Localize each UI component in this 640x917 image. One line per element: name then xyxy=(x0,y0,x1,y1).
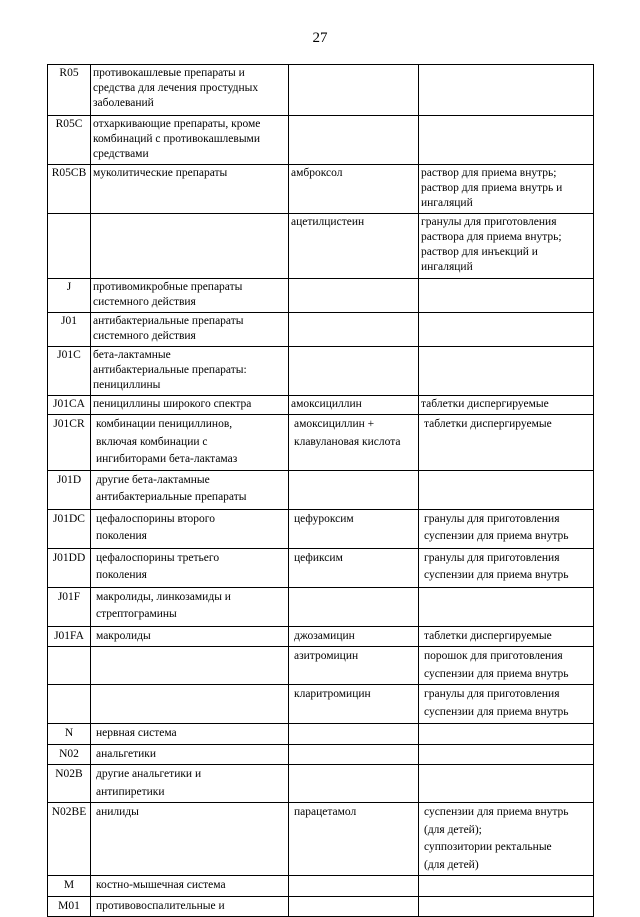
pharmacological-group-cell: анальгетики xyxy=(91,744,289,765)
table-row xyxy=(48,896,594,917)
pharmacological-group-cell: муколитические препараты xyxy=(91,165,289,214)
medication-table xyxy=(47,64,594,917)
atc-code-cell: J xyxy=(48,279,91,313)
pharmacological-group-cell: макролиды, линкозамиды и стрептограмины xyxy=(91,587,289,626)
table-row xyxy=(48,214,594,279)
drug-name-cell: амоксициллин xyxy=(289,396,419,415)
pharmacological-group-cell: анилиды xyxy=(91,803,289,876)
table-row xyxy=(48,509,594,548)
table-row xyxy=(48,685,594,724)
drug-name-cell: джозамицин xyxy=(289,626,419,647)
atc-code-cell: R05CB xyxy=(48,165,91,214)
table-row xyxy=(48,803,594,876)
atc-code-cell: N xyxy=(48,724,91,745)
table-row xyxy=(48,279,594,313)
table-row xyxy=(48,165,594,214)
table-row xyxy=(48,876,594,897)
dosage-form-cell: таблетки диспергируемые xyxy=(419,396,594,415)
pharmacological-group-cell: комбинации пенициллинов, включая комбинации с ингибиторами бета-лактамаз xyxy=(91,415,289,471)
drug-name-cell: ацетилцистеин xyxy=(289,214,419,279)
pharmacological-group-cell: бета-лактамные антибактериальные препараты: пенициллины xyxy=(91,347,289,396)
table-row xyxy=(48,470,594,509)
table-row xyxy=(48,744,594,765)
atc-code-cell: J01CR xyxy=(48,415,91,471)
drug-name-cell: кларитромицин xyxy=(289,685,419,724)
dosage-form-cell xyxy=(419,744,594,765)
table-row xyxy=(48,724,594,745)
table-row xyxy=(48,626,594,647)
dosage-form-cell xyxy=(419,765,594,803)
drug-name-cell xyxy=(289,765,419,803)
table-row xyxy=(48,116,594,165)
pharmacological-group-cell: другие анальгетики и антипиретики xyxy=(91,765,289,803)
dosage-form-cell: раствор для приема внутрь; раствор для приема внутрь и ингаляций xyxy=(419,165,594,214)
pharmacological-group-cell: другие бета-лактамные антибактериальные препараты xyxy=(91,470,289,509)
drug-name-cell xyxy=(289,744,419,765)
pharmacological-group-cell xyxy=(91,685,289,724)
dosage-form-cell: гранулы для приготовления раствора для приема внутрь; раствор для инъекций и ингаляций xyxy=(419,214,594,279)
drug-name-cell xyxy=(289,116,419,165)
pharmacological-group-cell: пенициллины широкого спектра xyxy=(91,396,289,415)
atc-code-cell: M01 xyxy=(48,896,91,917)
dosage-form-cell xyxy=(419,279,594,313)
table-row xyxy=(48,587,594,626)
table-row xyxy=(48,415,594,471)
dosage-form-cell: гранулы для приготовления суспензии для приема внутрь xyxy=(419,685,594,724)
drug-name-cell: амоксициллин + клавулановая кислота xyxy=(289,415,419,471)
atc-code-cell: J01FA xyxy=(48,626,91,647)
pharmacological-group-cell: антибактериальные препараты системного действия xyxy=(91,313,289,347)
table-row xyxy=(48,765,594,803)
pharmacological-group-cell: костно-мышечная система xyxy=(91,876,289,897)
drug-name-cell xyxy=(289,724,419,745)
drug-name-cell: цефиксим xyxy=(289,548,419,587)
atc-code-cell: J01D xyxy=(48,470,91,509)
table-row xyxy=(48,396,594,415)
dosage-form-cell xyxy=(419,724,594,745)
table-body xyxy=(48,65,594,917)
dosage-form-cell xyxy=(419,876,594,897)
drug-name-cell: амброксол xyxy=(289,165,419,214)
pharmacological-group-cell xyxy=(91,214,289,279)
drug-name-cell xyxy=(289,313,419,347)
table-row xyxy=(48,347,594,396)
dosage-form-cell: таблетки диспергируемые xyxy=(419,626,594,647)
atc-code-cell: N02B xyxy=(48,765,91,803)
atc-code-cell: R05C xyxy=(48,116,91,165)
table-row xyxy=(48,548,594,587)
dosage-form-cell xyxy=(419,116,594,165)
pharmacological-group-cell: отхаркивающие препараты, кроме комбинаций с противокашлевыми средствами xyxy=(91,116,289,165)
pharmacological-group-cell: цефалоспорины третьего поколения xyxy=(91,548,289,587)
drug-name-cell xyxy=(289,587,419,626)
table-row xyxy=(48,313,594,347)
atc-code-cell xyxy=(48,647,91,685)
pharmacological-group-cell xyxy=(91,647,289,685)
drug-name-cell xyxy=(289,279,419,313)
table-row xyxy=(48,65,594,116)
atc-code-cell: R05 xyxy=(48,65,91,116)
pharmacological-group-cell: нервная система xyxy=(91,724,289,745)
page-number: 27 xyxy=(312,30,328,46)
atc-code-cell: J01CA xyxy=(48,396,91,415)
dosage-form-cell xyxy=(419,65,594,116)
drug-name-cell: цефуроксим xyxy=(289,509,419,548)
pharmacological-group-cell: противовоспалительные и xyxy=(91,896,289,917)
atc-code-cell: M xyxy=(48,876,91,897)
dosage-form-cell xyxy=(419,470,594,509)
dosage-form-cell xyxy=(419,313,594,347)
table-row xyxy=(48,647,594,685)
dosage-form-cell: гранулы для приготовления суспензии для приема внутрь xyxy=(419,509,594,548)
atc-code-cell xyxy=(48,685,91,724)
atc-code-cell: J01DC xyxy=(48,509,91,548)
atc-code-cell: J01C xyxy=(48,347,91,396)
drug-name-cell xyxy=(289,470,419,509)
dosage-form-cell xyxy=(419,587,594,626)
atc-code-cell: N02 xyxy=(48,744,91,765)
drug-name-cell: азитромицин xyxy=(289,647,419,685)
atc-code-cell: J01DD xyxy=(48,548,91,587)
pharmacological-group-cell: противокашлевые препараты и средства для лечения простудных заболеваний xyxy=(91,65,289,116)
dosage-form-cell: гранулы для приготовления суспензии для приема внутрь xyxy=(419,548,594,587)
dosage-form-cell: суспензии для приема внутрь (для детей); суппозитории ректальные (для детей) xyxy=(419,803,594,876)
atc-code-cell: J01 xyxy=(48,313,91,347)
pharmacological-group-cell: противомикробные препараты системного действия xyxy=(91,279,289,313)
drug-name-cell xyxy=(289,876,419,897)
dosage-form-cell xyxy=(419,347,594,396)
drug-name-cell xyxy=(289,65,419,116)
dosage-form-cell: таблетки диспергируемые xyxy=(419,415,594,471)
drug-name-cell: парацетамол xyxy=(289,803,419,876)
pharmacological-group-cell: макролиды xyxy=(91,626,289,647)
drug-name-cell xyxy=(289,347,419,396)
dosage-form-cell: порошок для приготовления суспензии для приема внутрь xyxy=(419,647,594,685)
dosage-form-cell xyxy=(419,896,594,917)
atc-code-cell: N02BE xyxy=(48,803,91,876)
drug-name-cell xyxy=(289,896,419,917)
atc-code-cell: J01F xyxy=(48,587,91,626)
pharmacological-group-cell: цефалоспорины второго поколения xyxy=(91,509,289,548)
atc-code-cell xyxy=(48,214,91,279)
